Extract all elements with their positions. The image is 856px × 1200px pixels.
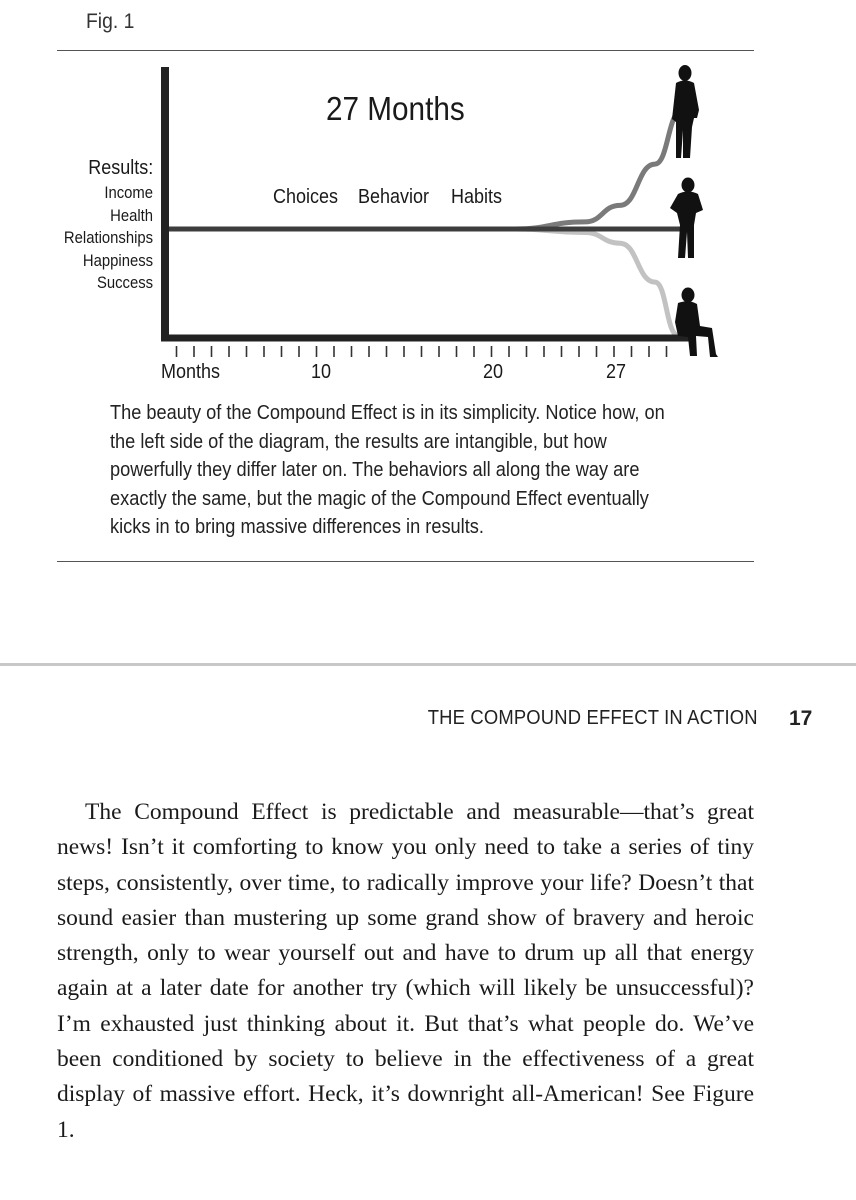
- results-item: Relationships: [63, 229, 153, 248]
- figure-label: Fig. 1: [86, 10, 135, 33]
- x-tick-label: 20: [483, 361, 504, 383]
- body-paragraph: The Compound Effect is predictable and measurable—that’s great news! Isn’t it comforting to know you only need to take a series of tiny steps, consistently, over time, to radically improve your life? Doesn’t that sound easier than mustering up some grand show of bravery and heroic strength, only to wear yourself out and have to drum up all that energy again at a later date for another try (which will likely be unsuccessful)? I’m exhausted just thinking about it. But that’s what people do. We’ve been conditioned by society to believe in the effectiveness of a great display of massive effort. Heck, it’s downright all-American! See Figure 1.: [57, 799, 754, 1143]
- x-tick-label: 10: [311, 361, 332, 383]
- page-separator: [0, 663, 856, 666]
- standing-tall-figure-icon: [672, 65, 699, 158]
- figure-caption: The beauty of the Compound Effect is in its simplicity. Notice how, on the left side of the diagram, the results are intangible, but how powerfully they differ later on. The behaviors all along the way are exactly the same, but the magic of the Compound Effect eventually kicks in to bring massive differences in results.: [110, 402, 665, 538]
- results-item: Health: [110, 206, 153, 225]
- results-item: Happiness: [82, 251, 153, 270]
- x-tick-label: 27: [606, 361, 627, 383]
- running-head: THE COMPOUND EFFECT IN ACTION: [427, 707, 758, 729]
- label-choices: Choices: [273, 186, 339, 208]
- positive-habits-curve: [165, 111, 681, 229]
- results-item: Success: [96, 274, 153, 293]
- sitting-figure-icon: [675, 288, 718, 358]
- figure-bottom-rule: [57, 561, 754, 562]
- results-item: Income: [104, 184, 153, 202]
- label-behavior: Behavior: [358, 186, 430, 208]
- standing-figure-icon: [670, 178, 703, 259]
- results-list: [64, 182, 153, 295]
- x-axis-ticks: [177, 346, 667, 357]
- figure-top-rule: [57, 50, 754, 51]
- label-habits: Habits: [451, 186, 503, 208]
- diagram-title: 27 Months: [326, 90, 465, 127]
- results-heading: Results:: [87, 157, 153, 179]
- x-axis-label: Months: [161, 361, 221, 383]
- negative-habits-curve: [165, 229, 678, 335]
- page-number: 17: [789, 707, 813, 730]
